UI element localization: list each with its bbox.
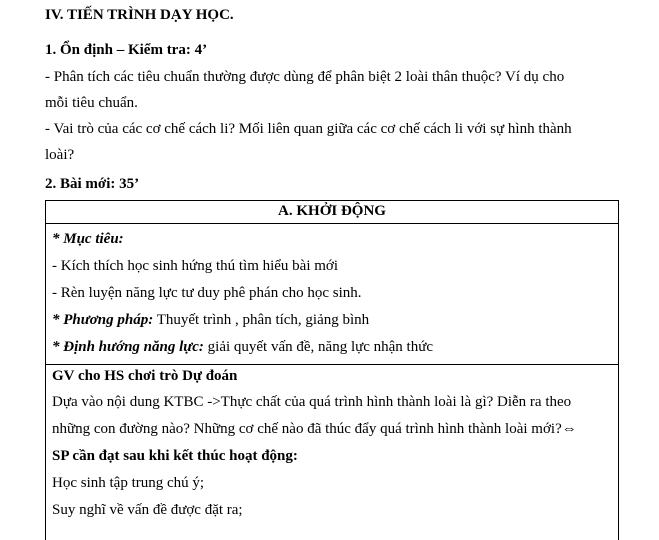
competency-row [52,338,433,356]
step2-heading: 2. Bài mới: 35’ [45,176,140,192]
activity-line-1: Dựa vào nội dung KTBC ->Thực chất của quá trình hình thành loài là gì? Diễn ra theo [52,394,572,410]
activity-line-2: những con đường nào? Những cơ chế nào đã thúc đẩy quá trình hình thành loài mới?⇔ [52,421,577,437]
outcome-item: Suy nghĩ về vấn đề được đặt ra; [52,502,243,518]
method-label: * Phương pháp: [52,312,154,328]
objective-label: * Mục tiêu: [52,231,124,247]
outcome-heading: SP cần đạt sau khi kết thúc hoạt động: [52,448,298,464]
activity-heading: GV cho HS chơi trò Dự đoán [52,368,238,384]
table-title: A. KHỞI ĐỘNG [278,203,386,219]
objective-item: - Kích thích học sinh hứng thú tìm hiểu bài mới [52,258,339,274]
competency-value: giải quyết vấn đề, năng lực nhận thức [203,339,434,355]
table-divider-activity [45,364,619,365]
outcome-item: Học sinh tập trung chú ý; [52,475,205,491]
question-2-line-1: - Vai trò của các cơ chế cách li? Mối liên quan giữa các cơ chế cách li với sự hình thành [45,121,572,137]
competency-label: * Định hướng năng lực: [52,339,204,355]
method-value: Thuyết trình , phân tích, giảng bình [153,312,370,328]
question-2-line-2: loài? [45,147,75,163]
section-heading: IV. TIẾN TRÌNH DẠY HỌC. [45,7,234,23]
objective-item: - Rèn luyện năng lực tư duy phê phán cho học sinh. [52,285,362,301]
question-1-line-2: mỗi tiêu chuẩn. [45,95,138,111]
table-divider-title [45,223,619,224]
step1-heading: 1. Ổn định – Kiểm tra: 4’ [45,42,208,58]
question-1-line-1: - Phân tích các tiêu chuẩn thường được dùng để phân biệt 2 loài thân thuộc? Ví dụ cho [45,69,565,85]
method-row [52,311,369,329]
